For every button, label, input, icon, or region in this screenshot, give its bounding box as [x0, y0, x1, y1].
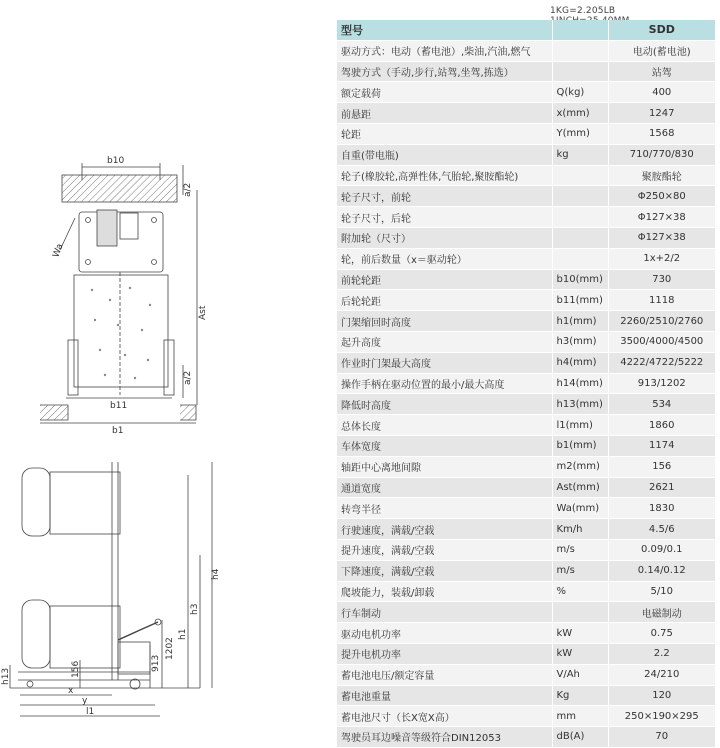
table-row: [337, 623, 715, 644]
dim-h1: h1: [178, 628, 188, 640]
table-row: [337, 248, 715, 269]
spec-unit: [552, 248, 608, 269]
top-view-drawing: [40, 163, 197, 423]
table-row: [337, 40, 715, 61]
dim-l1: l1: [86, 707, 95, 717]
spec-value: 3500/4000/4500: [608, 331, 715, 352]
spec-unit: Ast(mm): [552, 477, 608, 498]
spec-value: 534: [608, 394, 715, 415]
spec-label: 蓄电池电压/额定容量: [337, 664, 552, 685]
spec-value: Φ250×80: [608, 186, 715, 207]
table-row: [337, 207, 715, 228]
table-row: [337, 186, 715, 207]
table-row: [337, 727, 715, 748]
table-row: [337, 61, 715, 82]
spec-value: 400: [608, 82, 715, 103]
spec-label: 轮距: [337, 123, 552, 144]
spec-value: 站驾: [608, 61, 715, 82]
spec-value: 0.75: [608, 623, 715, 644]
spec-label: 提升速度，满载/空载: [337, 539, 552, 560]
table-row: [337, 456, 715, 477]
spec-label: 门架缩回时高度: [337, 311, 552, 332]
spec-unit: h3(mm): [552, 331, 608, 352]
spec-value: 730: [608, 269, 715, 290]
dim-m2: 156: [71, 660, 81, 678]
spec-label: 额定载荷: [337, 82, 552, 103]
spec-value: 4222/4722/5222: [608, 352, 715, 373]
table-row: [337, 144, 715, 165]
spec-unit: [552, 165, 608, 186]
spec-value: 1118: [608, 290, 715, 311]
spec-label: 后轮轮距: [337, 290, 552, 311]
dim-h14-min: 913: [151, 654, 161, 672]
table-row: [337, 581, 715, 602]
kg-conversion: 1KG=2.205LB: [550, 6, 616, 16]
spec-label: 蓄电池尺寸（长X宽X高）: [337, 706, 552, 727]
spec-unit: [552, 602, 608, 623]
table-row: [337, 602, 715, 623]
table-row: [337, 331, 715, 352]
dim-y: y: [82, 696, 88, 706]
spec-label: 行驶速度，满载/空载: [337, 519, 552, 540]
table-row: [337, 519, 715, 540]
table-row: [337, 685, 715, 706]
dim-h14-max: 1202: [165, 637, 175, 660]
header-model: SDD: [608, 20, 715, 40]
spec-unit: Wa(mm): [552, 498, 608, 519]
spec-value: Φ127×38: [608, 227, 715, 248]
spec-unit: Kg: [552, 685, 608, 706]
table-row: [337, 477, 715, 498]
table-row: [337, 373, 715, 394]
spec-label: 行车制动: [337, 602, 552, 623]
spec-value: 156: [608, 456, 715, 477]
spec-value: 电动(蓄电池): [608, 40, 715, 61]
spec-unit: [552, 61, 608, 82]
spec-value: 120: [608, 685, 715, 706]
table-row: [337, 498, 715, 519]
spec-label: 提升电机功率: [337, 643, 552, 664]
dim-a2-bottom: a/2: [183, 370, 193, 385]
spec-unit: [552, 207, 608, 228]
spec-unit: Q(kg): [552, 82, 608, 103]
spec-unit: Km/h: [552, 519, 608, 540]
table-row: [337, 664, 715, 685]
spec-unit: kW: [552, 643, 608, 664]
spec-unit: [552, 40, 608, 61]
spec-value: 5/10: [608, 581, 715, 602]
spec-unit: h13(mm): [552, 394, 608, 415]
table-row: [337, 394, 715, 415]
spec-label: 附加轮（尺寸）: [337, 227, 552, 248]
table-row: [337, 706, 715, 727]
dim-a2-top: a/2: [183, 182, 193, 197]
spec-value: 2621: [608, 477, 715, 498]
spec-label: 下降速度，满载/空载: [337, 560, 552, 581]
spec-value: 1830: [608, 498, 715, 519]
spec-label: 转弯半径: [337, 498, 552, 519]
spec-label: 作业时门架最大高度: [337, 352, 552, 373]
spec-value: Φ127×38: [608, 207, 715, 228]
header-label: 型号: [337, 20, 552, 40]
table-row: [337, 539, 715, 560]
spec-label: 轮子尺寸，后轮: [337, 207, 552, 228]
spec-unit: l1(mm): [552, 415, 608, 436]
spec-label: 车体宽度: [337, 435, 552, 456]
table-row: [337, 123, 715, 144]
table-row: [337, 435, 715, 456]
dim-h4: h4: [211, 568, 221, 580]
spec-value: 聚胺酯轮: [608, 165, 715, 186]
spec-value: 70: [608, 727, 715, 748]
spec-value: 1174: [608, 435, 715, 456]
spec-value: 710/770/830: [608, 144, 715, 165]
dim-wa: Wa: [51, 242, 66, 260]
table-row: [337, 165, 715, 186]
spec-label: 降低时高度: [337, 394, 552, 415]
spec-unit: x(mm): [552, 103, 608, 124]
spec-value: 250×190×295: [608, 706, 715, 727]
spec-label: 起升高度: [337, 331, 552, 352]
spec-unit: %: [552, 581, 608, 602]
spec-value: 1x+2/2: [608, 248, 715, 269]
dim-b10: b10: [107, 156, 125, 166]
spec-unit: b1(mm): [552, 435, 608, 456]
spec-unit: h14(mm): [552, 373, 608, 394]
spec-label: 前轮轮距: [337, 269, 552, 290]
spec-unit: [552, 227, 608, 248]
table-row: [337, 82, 715, 103]
table-row: [337, 415, 715, 436]
spec-unit: kW: [552, 623, 608, 644]
spec-unit: V/Ah: [552, 664, 608, 685]
dim-ast: Ast: [198, 305, 208, 320]
spec-label: 通道宽度: [337, 477, 552, 498]
spec-label: 驾驶员耳边噪音等级符合DIN12053: [337, 727, 552, 748]
spec-table: [337, 20, 715, 748]
spec-unit: h1(mm): [552, 311, 608, 332]
spec-value: 电磁制动: [608, 602, 715, 623]
spec-label: 驱动电机功率: [337, 623, 552, 644]
table-row: [337, 227, 715, 248]
spec-unit: h4(mm): [552, 352, 608, 373]
spec-label: 操作手柄在驱动位置的最小/最大高度: [337, 373, 552, 394]
spec-unit: m/s: [552, 539, 608, 560]
spec-unit: dB(A): [552, 727, 608, 748]
table-row: [337, 311, 715, 332]
spec-value: 2.2: [608, 643, 715, 664]
table-row: [337, 103, 715, 124]
spec-unit: b10(mm): [552, 269, 608, 290]
table-row: [337, 643, 715, 664]
spec-label: 驾驶方式（手动,步行,站驾,坐驾,拣选）: [337, 61, 552, 82]
table-row: [337, 560, 715, 581]
spec-value: 1247: [608, 103, 715, 124]
spec-label: 总体长度: [337, 415, 552, 436]
spec-value: 0.14/0.12: [608, 560, 715, 581]
technical-drawings: [0, 0, 330, 736]
spec-table-header: [337, 20, 715, 40]
spec-label: 轮子尺寸，前轮: [337, 186, 552, 207]
dim-b1: b1: [112, 426, 124, 436]
spec-value: 4.5/6: [608, 519, 715, 540]
spec-value: 913/1202: [608, 373, 715, 394]
spec-value: 1860: [608, 415, 715, 436]
spec-label: 驱动方式：电动（蓄电池）,柴油,汽油,燃气: [337, 40, 552, 61]
spec-value: 24/210: [608, 664, 715, 685]
spec-unit: m2(mm): [552, 456, 608, 477]
spec-unit: mm: [552, 706, 608, 727]
spec-label: 蓄电池重量: [337, 685, 552, 706]
spec-label: 爬坡能力，装载/卸载: [337, 581, 552, 602]
side-view-drawing: [10, 462, 212, 716]
spec-label: 前悬距: [337, 103, 552, 124]
spec-value: 2260/2510/2760: [608, 311, 715, 332]
dim-b11: b11: [110, 401, 128, 411]
spec-label: 轮，前后数量（x＝驱动轮）: [337, 248, 552, 269]
spec-value: 1568: [608, 123, 715, 144]
dim-h3: h3: [190, 603, 200, 615]
spec-label: 轮子(橡胶轮,高弹性体,气胎轮,聚胺酯轮): [337, 165, 552, 186]
header-unit: [552, 20, 608, 40]
spec-value: 0.09/0.1: [608, 539, 715, 560]
dim-h13: h13: [1, 667, 11, 685]
dim-x: x: [68, 686, 74, 696]
spec-label: 自重(带电瓶): [337, 144, 552, 165]
table-row: [337, 352, 715, 373]
spec-unit: kg: [552, 144, 608, 165]
table-row: [337, 269, 715, 290]
spec-unit: b11(mm): [552, 290, 608, 311]
spec-unit: Y(mm): [552, 123, 608, 144]
spec-unit: m/s: [552, 560, 608, 581]
table-row: [337, 290, 715, 311]
spec-unit: [552, 186, 608, 207]
spec-label: 轴距中心离地间隙: [337, 456, 552, 477]
